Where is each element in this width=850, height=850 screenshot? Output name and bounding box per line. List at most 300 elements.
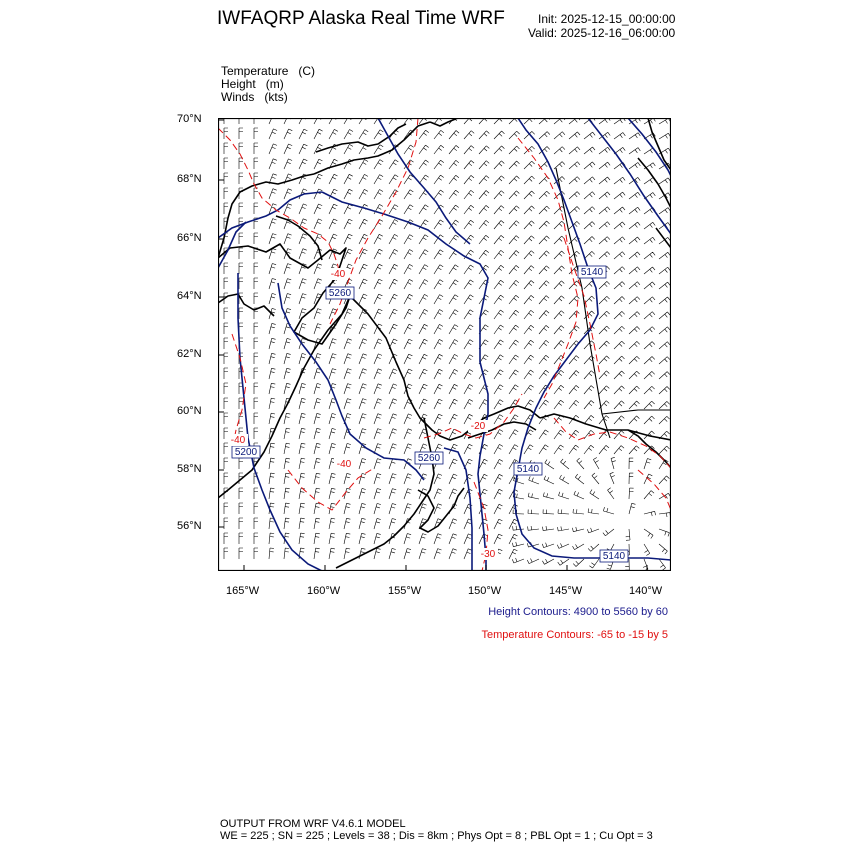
svg-text:-30: -30 (480, 549, 496, 560)
wind-barb (419, 324, 428, 334)
wind-barb (494, 161, 504, 169)
wind-barb (644, 252, 655, 259)
wind-barb (629, 371, 640, 379)
wind-barb (314, 219, 322, 229)
wind-barb (449, 131, 459, 140)
wind-barb (614, 401, 624, 409)
wind-barb (599, 296, 610, 304)
wind-barb (239, 503, 243, 514)
wind-barb (374, 279, 382, 289)
wind-barb (464, 399, 473, 409)
wind-barb (494, 295, 504, 304)
wind-barb (389, 175, 398, 184)
wind-barb (524, 370, 534, 379)
wind-barb (464, 265, 474, 274)
wind-barb (314, 518, 320, 529)
wind-barb (389, 429, 397, 439)
wind-barb (644, 267, 655, 274)
wind-barb (374, 399, 382, 409)
svg-text:-40: -40 (230, 435, 246, 446)
wind-barb (449, 310, 458, 319)
wind-barb (419, 175, 429, 184)
wind-barb (299, 129, 307, 139)
wind-barb (374, 518, 381, 529)
wind-barb (284, 204, 292, 214)
wind-barb (464, 175, 474, 184)
wind-barb (419, 265, 428, 274)
wind-barb (629, 282, 640, 289)
wind-barb (284, 548, 289, 559)
wind-barb (299, 428, 305, 439)
wind-barb (479, 400, 488, 410)
temperature-label (228, 434, 248, 446)
wind-barb (404, 175, 413, 184)
wind-barb (224, 518, 228, 529)
wind-barb (554, 132, 565, 139)
wind-barb (389, 548, 396, 559)
wind-barb (299, 458, 305, 469)
wind-barb (254, 338, 258, 349)
wind-barb (629, 341, 640, 349)
wind-barb (389, 279, 398, 289)
wind-barb (599, 192, 610, 199)
wind-barb (554, 341, 564, 350)
wind-barb (314, 309, 322, 319)
wind-barb (509, 221, 519, 229)
wind-barb (528, 526, 539, 530)
wind-barb (659, 476, 669, 484)
wind-barb (569, 356, 579, 364)
wind-barb (314, 144, 323, 154)
wind-barb (464, 340, 473, 349)
wind-barb (449, 265, 458, 274)
wind-barb (659, 446, 670, 454)
wind-barb (569, 192, 580, 199)
wind-barb (344, 174, 353, 184)
wind-barb (239, 263, 243, 274)
field-unit: (kts) (264, 90, 288, 104)
wind-barb (239, 248, 243, 259)
wind-barb (269, 264, 276, 275)
wind-barb (614, 371, 625, 379)
wind-barb (374, 339, 382, 349)
wind-barb (269, 293, 276, 304)
wind-barb (359, 309, 367, 319)
wind-barb (539, 370, 549, 379)
wind-barb (344, 204, 353, 214)
wind-barb (509, 265, 519, 274)
wind-barb (569, 445, 579, 454)
wind-barb (344, 354, 352, 364)
wind-barb (329, 399, 336, 410)
wind-barb (588, 544, 599, 551)
wind-barb (554, 147, 565, 154)
lat-label: 64°N (177, 290, 202, 302)
svg-text:-40: -40 (336, 459, 352, 470)
wind-barb (554, 251, 565, 259)
wind-barb (254, 353, 258, 364)
wind-barb (539, 445, 548, 454)
wind-barb (524, 310, 534, 319)
wind-barb (359, 384, 367, 394)
wind-barb (629, 446, 639, 454)
wind-barb (389, 234, 398, 244)
wind-barb (239, 173, 243, 184)
wind-barb (344, 503, 351, 514)
wind-barb (587, 528, 599, 533)
wind-barb (359, 324, 367, 334)
wind-barb (494, 370, 503, 379)
wind-barb (239, 398, 243, 409)
wind-barb (374, 533, 381, 544)
wind-barb (254, 188, 258, 199)
wind-barb (284, 368, 291, 379)
wind-barb (614, 222, 625, 229)
wind-barb (599, 311, 610, 319)
height-label (600, 550, 628, 562)
wind-barb (389, 444, 397, 454)
wind-barb (644, 491, 654, 499)
wind-barb (659, 529, 669, 536)
wind-barb (389, 294, 398, 304)
wind-barb (614, 431, 624, 439)
wind-barb (569, 400, 579, 409)
wind-barb (359, 414, 366, 424)
wind-barb (254, 428, 258, 439)
wind-barb (599, 445, 609, 454)
wind-barb (284, 458, 290, 469)
wind-barb (629, 401, 640, 409)
wind-barb (603, 529, 614, 536)
wind-barb (464, 444, 473, 454)
wind-barb (269, 443, 275, 454)
field-name: Height (221, 77, 256, 91)
wind-barb (284, 413, 290, 424)
svg-text:-40: -40 (330, 269, 346, 280)
wind-barb (610, 472, 615, 484)
wind-barb (329, 443, 336, 454)
wind-barb (629, 192, 640, 199)
wind-barb (404, 354, 412, 364)
wind-barb (434, 310, 443, 320)
wind-barb (434, 280, 443, 289)
wind-barb (239, 458, 243, 469)
height-contours-note: Height Contours: 4900 to 5560 by 60 (488, 606, 668, 618)
wind-barb (449, 325, 458, 334)
wind-barb (449, 504, 457, 514)
wind-barb (464, 295, 473, 304)
wind-barb (434, 369, 443, 379)
wind-barb (494, 176, 504, 184)
wind-barb (494, 265, 504, 274)
wind-barb (464, 325, 473, 334)
wind-barb (434, 190, 444, 199)
wind-barb (239, 278, 243, 289)
wind-barb (614, 133, 625, 140)
wind-barb (314, 129, 323, 139)
wind-barb (659, 267, 670, 274)
wind-barb (644, 342, 655, 349)
wind-barb (254, 383, 258, 394)
wind-barb (284, 338, 291, 349)
wind-barb (614, 311, 625, 319)
wind-barb (524, 191, 535, 199)
wind-barb (344, 324, 352, 334)
wind-barb (584, 147, 595, 154)
wind-barb (569, 385, 579, 394)
wind-barb (374, 369, 382, 379)
wind-barb (539, 281, 549, 289)
wind-barb (224, 368, 228, 379)
wind-barb (494, 325, 504, 334)
wind-barb (329, 533, 335, 544)
wind-barb (524, 236, 534, 244)
wind-barb (554, 236, 565, 244)
wind-barb (584, 162, 595, 169)
wind-barb (644, 511, 656, 516)
wind-barb (269, 323, 276, 334)
wind-barb (449, 145, 459, 154)
wind-barb (659, 544, 667, 554)
wind-barb (434, 534, 442, 544)
wind-barb (434, 160, 444, 169)
wind-barb (527, 559, 539, 564)
wind-barb (494, 340, 504, 349)
wind-barb (494, 534, 502, 544)
wind-barb (359, 354, 367, 364)
wind-barb (659, 208, 670, 214)
wind-barb (434, 339, 443, 349)
wind-barb (524, 340, 534, 349)
wind-barb (509, 340, 519, 349)
wind-barb (644, 386, 655, 394)
wind-barb (494, 504, 503, 514)
valid-time: Valid: 2025-12-16_06:00:00 (528, 26, 676, 40)
wind-barb (539, 266, 549, 274)
wind-barb (419, 294, 428, 304)
wind-barb (389, 160, 398, 169)
wind-barb (599, 177, 610, 184)
lon-label: 150°W (468, 585, 502, 597)
wind-barb (329, 428, 336, 439)
wind-barb (644, 416, 655, 424)
wind-barb (524, 295, 534, 304)
wind-barb (494, 146, 504, 154)
svg-text:5200: 5200 (234, 447, 258, 458)
wind-barb (269, 548, 274, 559)
svg-text:5260: 5260 (328, 288, 352, 299)
wind-barb (269, 353, 276, 364)
wind-barb (494, 459, 503, 469)
wind-barb (584, 207, 595, 214)
wind-barb (344, 339, 352, 349)
wind-barb (224, 308, 228, 319)
wind-barb (572, 527, 584, 532)
wind-barb (374, 190, 383, 200)
wind-barb (254, 173, 258, 184)
wind-barb (269, 144, 277, 154)
wind-barb (539, 251, 549, 259)
wind-barb (419, 145, 429, 154)
wind-barb (314, 503, 320, 514)
wind-barb (224, 188, 228, 199)
wind-barb (254, 143, 258, 154)
wind-barb (599, 356, 609, 364)
wind-barb (329, 548, 335, 559)
wind-barb (577, 458, 584, 469)
wind-barb (569, 147, 580, 154)
wind-barb (359, 130, 368, 139)
wind-barb (509, 445, 518, 454)
wind-barb (569, 371, 579, 380)
wind-barb (404, 190, 413, 199)
wind-barb (344, 219, 352, 229)
temperature-label (478, 548, 498, 560)
wind-barb (560, 475, 570, 484)
wind-barb (419, 250, 428, 259)
wind-barb (659, 133, 670, 139)
lon-label: 165°W (226, 585, 260, 597)
wind-barb (434, 130, 444, 139)
temperature-label (328, 268, 348, 280)
wind-barb (574, 491, 584, 499)
wind-barb (314, 488, 320, 499)
wind-barb (224, 443, 228, 454)
wind-barb (239, 128, 243, 139)
wind-barb (509, 310, 519, 319)
wind-barb (314, 369, 321, 380)
wind-barb (554, 221, 565, 229)
wind-barb (449, 474, 457, 484)
wind-barb (284, 488, 290, 499)
wind-barb (404, 549, 411, 560)
wind-barb (299, 234, 307, 244)
wind-barb (374, 309, 382, 319)
wind-barb (284, 264, 291, 274)
wind-barb (557, 543, 569, 548)
wind-barb (494, 415, 503, 424)
wind-barb (614, 356, 625, 364)
wind-barb (588, 509, 599, 515)
wind-barb (659, 118, 671, 124)
wind-barb (464, 534, 472, 544)
wind-barb (513, 510, 524, 514)
lat-label: 66°N (177, 232, 202, 244)
wind-barb (629, 148, 640, 154)
wind-barb (434, 384, 443, 394)
wind-barb (254, 488, 258, 499)
wind-barb (314, 533, 320, 544)
wind-barb (512, 542, 524, 547)
wind-barb (509, 385, 518, 394)
wind-barb (464, 131, 474, 139)
wind-barb (224, 428, 228, 439)
wind-barb (559, 492, 570, 499)
wind-barb (299, 473, 305, 484)
wind-barb (584, 132, 595, 139)
wind-barb (329, 339, 337, 349)
wind-barb (359, 473, 366, 484)
wind-barb (269, 473, 275, 484)
wind-barb (269, 338, 276, 349)
wind-barb (449, 235, 459, 244)
wind-barb (629, 163, 640, 170)
wind-barb (644, 222, 655, 229)
wind-barb (404, 339, 412, 349)
wind-barb (359, 234, 368, 244)
wind-barb (558, 526, 570, 531)
wind-barb (374, 145, 383, 154)
wind-barb (284, 129, 292, 139)
wind-barb (434, 549, 442, 559)
wind-barb (449, 459, 457, 469)
wind-barb (419, 235, 428, 244)
wind-barb (239, 233, 243, 244)
wind-barb (359, 459, 366, 470)
wind-barb (554, 400, 564, 409)
wind-barb (224, 458, 228, 469)
wind-barb (554, 266, 564, 274)
wind-barb (464, 146, 474, 154)
wind-barb (329, 204, 337, 214)
wind-barb (659, 357, 670, 364)
wind-barb (404, 534, 411, 545)
wind-barb (419, 339, 428, 349)
wind-barb (314, 413, 321, 424)
wind-barb (573, 559, 584, 567)
wind-barb (389, 384, 397, 394)
lat-label: 62°N (177, 348, 202, 360)
wind-barb (569, 132, 580, 139)
wind-barb (509, 236, 519, 244)
wind-barb (434, 324, 443, 334)
wind-barb (299, 383, 306, 394)
wind-barb (659, 387, 670, 395)
wind-barb (629, 416, 639, 424)
height-label (232, 446, 260, 458)
wind-barb (254, 533, 258, 544)
wind-barb (599, 222, 610, 229)
wind-barb (284, 279, 291, 289)
wind-barb (524, 325, 534, 334)
wind-barb (629, 458, 633, 469)
wind-barb (224, 548, 228, 559)
wind-barb (224, 323, 228, 334)
wind-barb (419, 354, 428, 364)
wind-barb (599, 207, 610, 214)
wind-barb (359, 279, 367, 289)
wind-barb (404, 205, 413, 214)
wind-barb (344, 144, 353, 154)
wind-barb (299, 533, 305, 544)
wind-barb (449, 280, 458, 289)
wind-barb (419, 534, 426, 544)
wind-barb (374, 429, 382, 439)
wind-barb (539, 311, 549, 320)
wind-barb (573, 544, 585, 550)
wind-barb (224, 473, 228, 484)
wind-barb (389, 399, 397, 409)
wind-barb (359, 503, 366, 514)
wind-barb (449, 340, 458, 350)
wind-barb (599, 371, 609, 379)
wind-barb (284, 428, 290, 439)
wind-barb (224, 398, 228, 409)
wind-barb (374, 503, 381, 514)
wind-barb (404, 294, 413, 304)
temperature-label (468, 420, 488, 432)
wind-barb (599, 162, 610, 169)
